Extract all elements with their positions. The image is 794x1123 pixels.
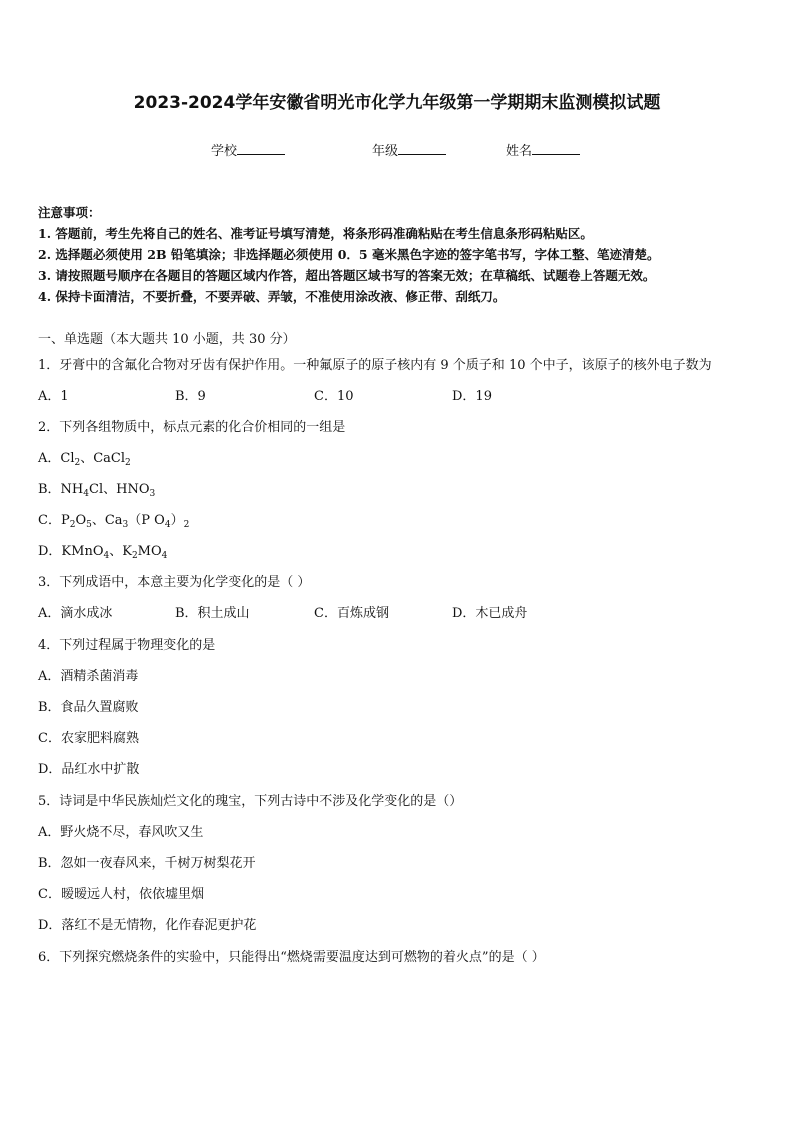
question-4-stem: 4．下列过程属于物理变化的是 [38,638,216,653]
question-4-option-d: D．品红水中扩散 [38,762,140,777]
question-1-option-d: D．19 [452,389,492,404]
question-3-option-b: B．积土成山 [175,606,250,621]
note-item-4: 4. 保持卡面清洁，不要折叠，不要弄破、弄皱，不准使用涂改液、修正带、刮纸刀。 [38,289,506,304]
note-item-1: 1. 答题前，考生先将自己的姓名、准考证号填写清楚，将条形码准确粘贴在考生信息条形码粘贴区。 [38,226,593,241]
question-2-option-b: B．$NH_4Cl$、$HNO_3$ [38,482,156,499]
question-1-option-a: A．1 [38,389,69,404]
question-1-option-b: B．9 [175,389,206,404]
notes-heading: 注意事项： [38,205,101,220]
question-1-option-c: C．10 [314,389,354,404]
school-label: 学校 [211,144,238,159]
name-label: 姓名 [506,144,533,159]
question-4-option-c: C．农家肥料腐熟 [38,731,139,746]
name-field [506,140,580,159]
question-5-option-a: A．野火烧不尽，春风吹又生 [38,825,204,840]
question-5-option-c: C．暧暧远人村，依依墟里烟 [38,887,204,902]
section-heading: 一、单选题（本大题共 10 小题，共 30 分） [38,332,296,347]
school-blank [237,142,285,155]
question-5-option-b: B．忽如一夜春风来，千树万树梨花开 [38,856,256,871]
question-6-stem: 6．下列探究燃烧条件的实验中，只能得出“燃烧需要温度达到可燃物的着火点”的是（ ） [38,950,545,965]
question-2-option-c: C．$P_2O_5$、$Ca_3(P$ $O_4)_2$ [38,513,190,530]
question-3-option-a: A．滴水成冰 [38,606,113,621]
question-3-option-c: C．百炼成钢 [314,606,389,621]
question-2-option-a: A．$Cl_2$、CaCl$_2$ [38,451,131,468]
note-item-3: 3. 请按照题号顺序在各题目的答题区域内作答，超出答题区域书写的答案无效；在草稿纸、试题卷上答题无效。 [38,268,656,283]
grade-blank [398,142,446,155]
question-3-option-d: D．木已成舟 [452,606,528,621]
school-field [211,140,285,159]
question-4-option-a: A．酒精杀菌消毒 [38,669,139,684]
question-2-option-d: D．KMnO$_4$、$K_2MO_4$ [38,544,168,561]
note-item-2: 2. 选择题必须使用 2B 铅笔填涂；非选择题必须使用 0．5 毫米黑色字迹的签字笔书写，字体工整、笔迹清楚。 [38,247,660,262]
question-1-stem: 1．牙膏中的含氟化合物对牙齿有保护作用。一种氟原子的原子核内有 9 个质子和 10 个中子，该原子的核外电子数为 [38,358,712,373]
grade-label: 年级 [372,144,399,159]
grade-field [372,140,446,159]
question-4-option-b: B．食品久置腐败 [38,700,139,715]
question-5-stem: 5．诗词是中华民族灿烂文化的瑰宝，下列古诗中不涉及化学变化的是（） [38,794,463,809]
name-blank [532,142,580,155]
exam-title: 2023-2024学年安徽省明光市化学九年级第一学期期末监测模拟试题 [133,93,661,113]
question-5-option-d: D．落红不是无情物，化作春泥更护花 [38,918,257,933]
question-3-stem: 3．下列成语中，本意主要为化学变化的是（ ） [38,575,311,590]
question-2-stem: 2．下列各组物质中，标点元素的化合价相同的一组是 [38,420,346,435]
